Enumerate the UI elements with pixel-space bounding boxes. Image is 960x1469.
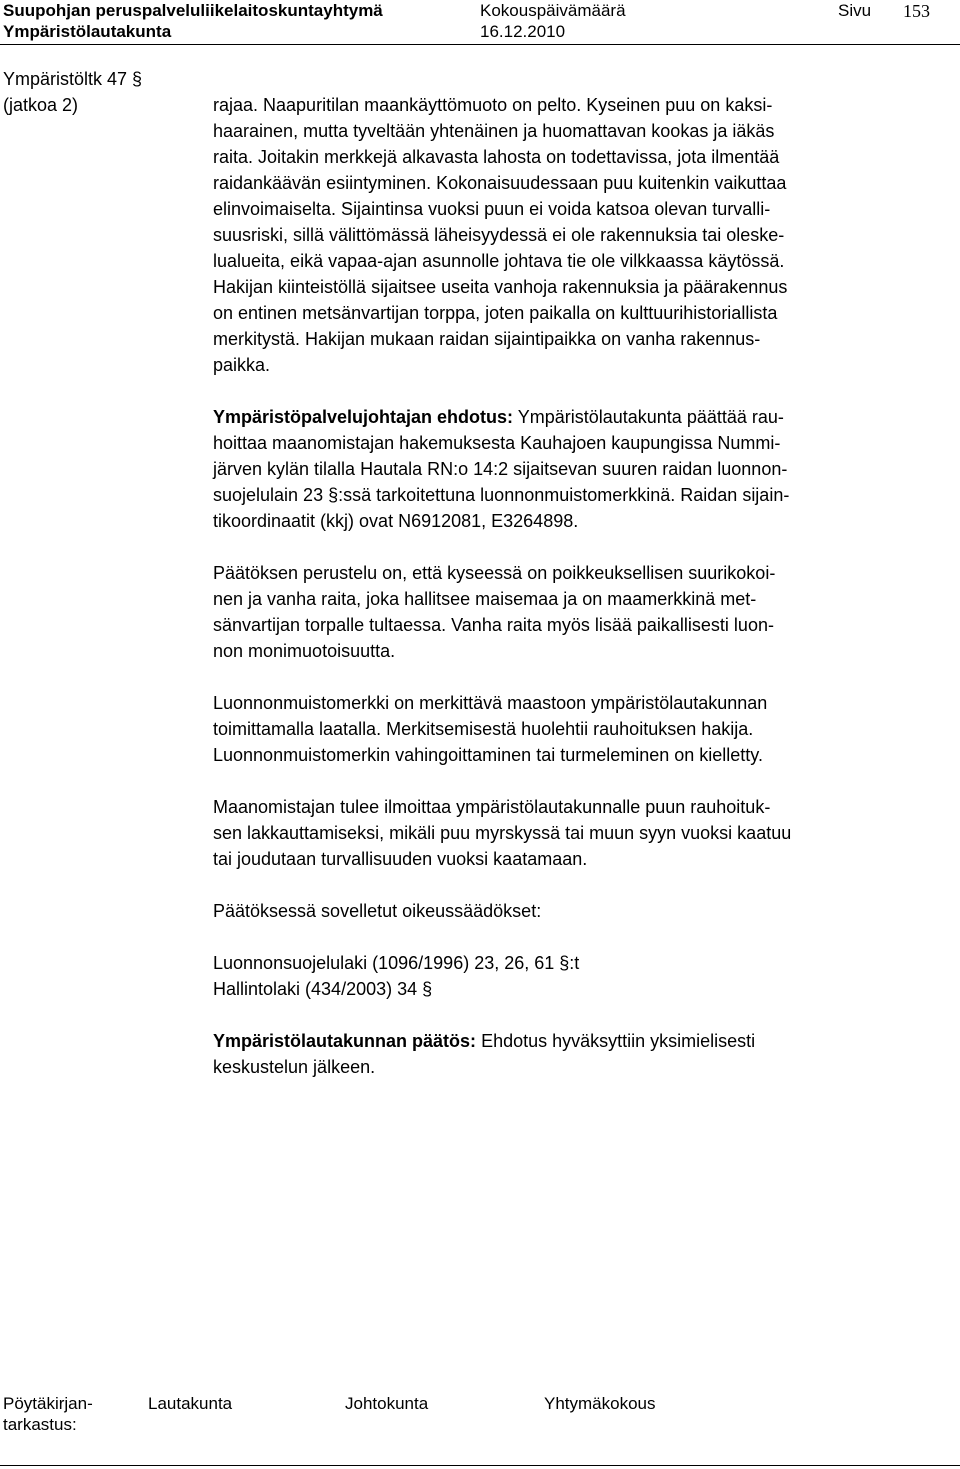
- text-line: haarainen, mutta tyveltään yhtenäinen ja huomattavan kookas ja iäkäs: [213, 121, 775, 141]
- text-line: sen lakkauttamiseksi, mikäli puu myrskyssä tai muun syyn vuoksi kaatuu: [213, 823, 792, 843]
- header-org-name: Suupohjan peruspalveluliikelaitoskuntayhtymä: [3, 1, 383, 20]
- text-line: Luonnonmuistomerkki on merkittävä maastoon ympäristölautakunnan: [213, 693, 768, 713]
- text-line: non monimuotoisuutta.: [213, 641, 396, 661]
- text-line: raidankäävän esiintyminen. Kokonaisuudessaan puu kuitenkin vaikuttaa: [213, 173, 787, 193]
- text-line: keskustelun jälkeen.: [213, 1057, 376, 1077]
- header-page-label: Sivu: [838, 1, 872, 20]
- continued-label: (jatkoa 2): [3, 95, 79, 115]
- laws-list: [213, 950, 953, 1002]
- header-date-label: Kokouspäivämäärä: [480, 1, 626, 20]
- footer-review-label: Pöytäkirjan- tarkastus:: [3, 1394, 93, 1434]
- text-line: toimittamalla laatalla. Merkitsemisestä huolehtii rauhoituksen hakija.: [213, 719, 754, 739]
- header-page-number: 153: [903, 1, 930, 21]
- laws-heading: Päätöksessä sovelletut oikeussäädökset:: [213, 901, 542, 921]
- text-line: rajaa. Naapuritilan maankäyttömuoto on pelto. Kyseinen puu on kaksi-: [213, 95, 773, 115]
- text-line: lualueita, eikä vapaa-ajan asunnolle johtava tie ole vilkkaassa käytössä.: [213, 251, 785, 271]
- text-line: Maanomistajan tulee ilmoittaa ympäristölautakunnalle puun rauhoituk-: [213, 797, 771, 817]
- minutes-body: [213, 92, 953, 1080]
- text-line: elinvoimaiselta. Sijaintinsa vuoksi puun ei voida katsoa olevan turvalli-: [213, 199, 771, 219]
- header-divider: [0, 44, 960, 45]
- text-line: hoittaa maanomistajan hakemuksesta Kauhajoen kaupungissa Nummi-: [213, 433, 781, 453]
- paragraph-marking: [213, 690, 953, 768]
- footer-exec-board: Johtokunta: [345, 1394, 429, 1413]
- section-reference: Ympäristöltk 47 §: [3, 69, 143, 89]
- text-line: Hakijan kiinteistöllä sijaitsee useita vanhoja rakennuksia ja päärakennus: [213, 277, 788, 297]
- text-line: järven kylän tilalla Hautala RN:o 14:2 sijaitsevan suuren raidan luonnon-: [213, 459, 788, 479]
- decision-label: Ympäristölautakunnan päätös:: [213, 1031, 477, 1051]
- footer-divider: [0, 1465, 960, 1466]
- footer-assembly: Yhtymäkokous: [544, 1394, 656, 1413]
- text-line: Ympäristölautakunta päättää rau-: [513, 407, 784, 427]
- text-line: nen ja vanha raita, joka hallitsee maisemaa ja on maamerkkinä met-: [213, 589, 757, 609]
- paragraph-proposal: [213, 404, 953, 534]
- proposal-label: Ympäristöpalvelujohtajan ehdotus:: [213, 407, 514, 427]
- paragraph-owner-duty: [213, 794, 953, 872]
- text-line: tai joudutaan turvallisuuden vuoksi kaatamaan.: [213, 849, 588, 869]
- text-line: Luonnonmuistomerkin vahingoittaminen tai turmeleminen on kielletty.: [213, 745, 763, 765]
- paragraph-background: [213, 92, 953, 378]
- text-line: raita. Joitakin merkkejä alkavasta lahosta on todettavissa, jota ilmentää: [213, 147, 780, 167]
- law-item: Luonnonsuojelulaki (1096/1996) 23, 26, 61 §:t: [213, 953, 580, 973]
- header-committee: Ympäristölautakunta: [3, 22, 172, 41]
- text-line: suusriski, sillä välittömässä läheisyydessä ei ole rakennuksia tai oleske-: [213, 225, 785, 245]
- text-line: Ehdotus hyväksyttiin yksimielisesti: [476, 1031, 756, 1051]
- text-line: merkitystä. Hakijan mukaan raidan sijaintipaikka on vanha rakennus-: [213, 329, 761, 349]
- text-line: paikka.: [213, 355, 271, 375]
- footer-board: Lautakunta: [148, 1394, 233, 1413]
- law-item: Hallintolaki (434/2003) 34 §: [213, 979, 433, 999]
- text-line: suojelulain 23 §:ssä tarkoitettuna luonnonmuistomerkkinä. Raidan sijain-: [213, 485, 790, 505]
- text-line: Päätöksen perustelu on, että kyseessä on poikkeuksellisen suurikokoi-: [213, 563, 776, 583]
- paragraph-reasoning: [213, 560, 953, 664]
- text-line: on entinen metsänvartijan torppa, joten paikalla on kulttuurihistoriallista: [213, 303, 778, 323]
- paragraph-decision: [213, 1028, 953, 1080]
- text-line: sänvartijan torpalle tultaessa. Vanha raita myös lisää paikallisesti luon-: [213, 615, 774, 635]
- text-line: tikoordinaatit (kkj) ovat N6912081, E3264898.: [213, 511, 579, 531]
- header-meeting-date: 16.12.2010: [480, 22, 566, 41]
